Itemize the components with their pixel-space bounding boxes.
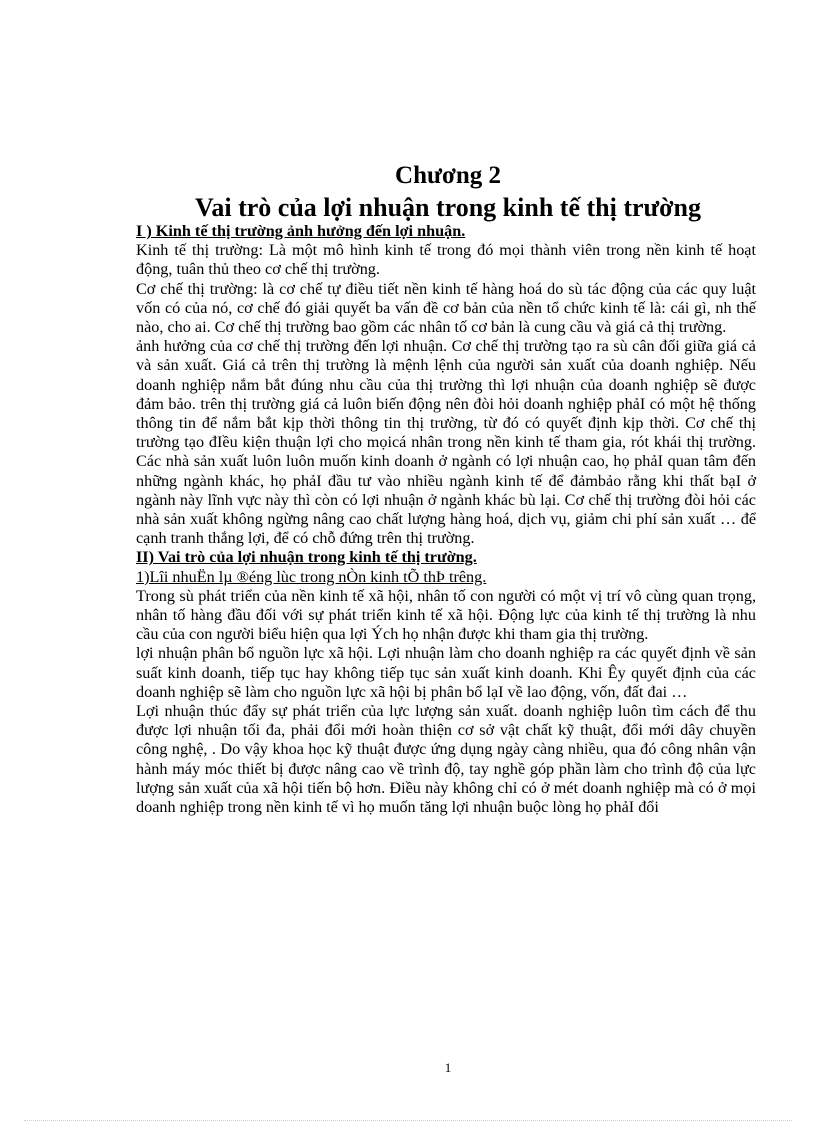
section-heading-1: I ) Kinh tế thị trường ảnh hưởng đến lợi nhuận. bbox=[136, 222, 466, 240]
paragraph: lợi nhuận phân bổ nguồn lực xã hội. Lợi nhuận làm cho doanh nghiệp ra các quyết định về sản suất kinh doanh, tiếp tục hay không tiếp tục sản xuất kinh doanh. Khi Êy quyết định của các doanh nghiệp sẽ làm cho nguồn lực xã hội bị phân bổ lạI về lao động, vốn, đất đai … bbox=[136, 644, 756, 701]
paragraph: Kinh tế thị trường: Là một mô hình kinh tế trong đó mọi thành viên trong nền kinh tế hoạt động, tuân thủ theo cơ chế thị trường. bbox=[136, 241, 756, 279]
chapter-title: Vai trò của lợi nhuận trong kinh tế thị trường bbox=[195, 193, 701, 222]
paragraph: Lợi nhuận thúc đẩy sự phát triển của lực lượng sản xuất. doanh nghiệp luôn tìm cách để thu được lợi nhuận tối đa, phải đổi mới hoàn thiện cơ sở vật chất kỹ thuật, đổi mới dây chuyền công nghệ, . Do vậy khoa học kỹ thuật được ứng dụng ngày càng nhiều, qua đó công nhân vận hành máy móc thiết bị được nâng cao về trình độ, tay nghề góp phần làm cho trình độ của lực lượng sản xuất của xã hội tiến bộ hơn. Điều này không chỉ có ở mét doanh nghiệp mà có ở mọi doanh nghiệp trong nền kinh tế vì họ muốn tăng lợi nhuận buộc lòng họ phảI đổi bbox=[136, 702, 756, 817]
paragraph: ảnh hưởng của cơ chế thị trường đến lợi nhuận. Cơ chế thị trường tạo ra sù cân đối giữa giá cả và sản xuất. Giá cả trên thị trường là mệnh lệnh của người sản xuất của doanh nghiệp. Nếu doanh nghiệp nắm bắt đúng nhu cầu của thị trường thì lợi nhuận của doanh nghiệp sẽ được đảm bảo. trên thị trường giá cả luôn biến động nên đòi hỏi doanh nghiệp phảI có một hệ thống thông tin để nắm bắt kịp thời thông tin thị trường, từ đó có quyết định kịp thời. Cơ chế thị trường tạo đIều kiện thuận lợi cho mọicá nhân trong nền kinh tế tham gia, rót khái thị trường. Các nhà sản xuất luôn luôn muốn kinh doanh ở ngành có lợi nhuận cao, họ phảI quan tâm đến những ngành khác, họ phảI đầu tư vào nhiều ngành kinh tế để đảmbảo rằng khi thất bạI ở ngành này lĩnh vực này thì còn có lợi nhuận ở ngành khác bù lại. Cơ chế thị trường đòi hỏi các nhà sản xuất không ngừng nâng cao chất lượng hàng hoá, dịch vụ, giảm chi phí sản xuất … để cạnh tranh thắng lợi, để có chỗ đứng trên thị trường. bbox=[136, 337, 756, 548]
chapter-number: Chương 2 bbox=[395, 162, 501, 189]
page-number: 1 bbox=[444, 1060, 452, 1075]
document-body bbox=[136, 222, 756, 817]
subsection-heading: 1)Lîi nhuËn lµ ®éng lùc trong nÒn kinh tÕ thÞ trêng. bbox=[136, 567, 487, 586]
page-bottom-divider bbox=[24, 1120, 792, 1121]
section-heading-2: II) Vai trò của lợi nhuận trong kinh tế thị trường. bbox=[136, 548, 477, 567]
paragraph: Cơ chế thị trường: là cơ chế tự điều tiết nền kinh tế hàng hoá do sù tác động của các quy luật vốn có của nó, cơ chế đó giải quyết ba vấn đề cơ bản của nền tổ chức kinh tế là: cái gì, nh thế nào, cho ai. Cơ chế thị trường bao gồm các nhân tố cơ bản là cung cầu và giá cả thị trường. bbox=[136, 279, 756, 337]
paragraph: Trong sù phát triển của nền kinh tế xã hội, nhân tố con người có một vị trí vô cùng quan trọng, nhân tố hàng đầu đối với sự phát triển kinh tế xã hội. Động lực của kinh tế thị trường là nhu cầu của con người biểu hiện qua lợi Ých họ nhận được khi tham gia thị trường. bbox=[136, 586, 756, 644]
